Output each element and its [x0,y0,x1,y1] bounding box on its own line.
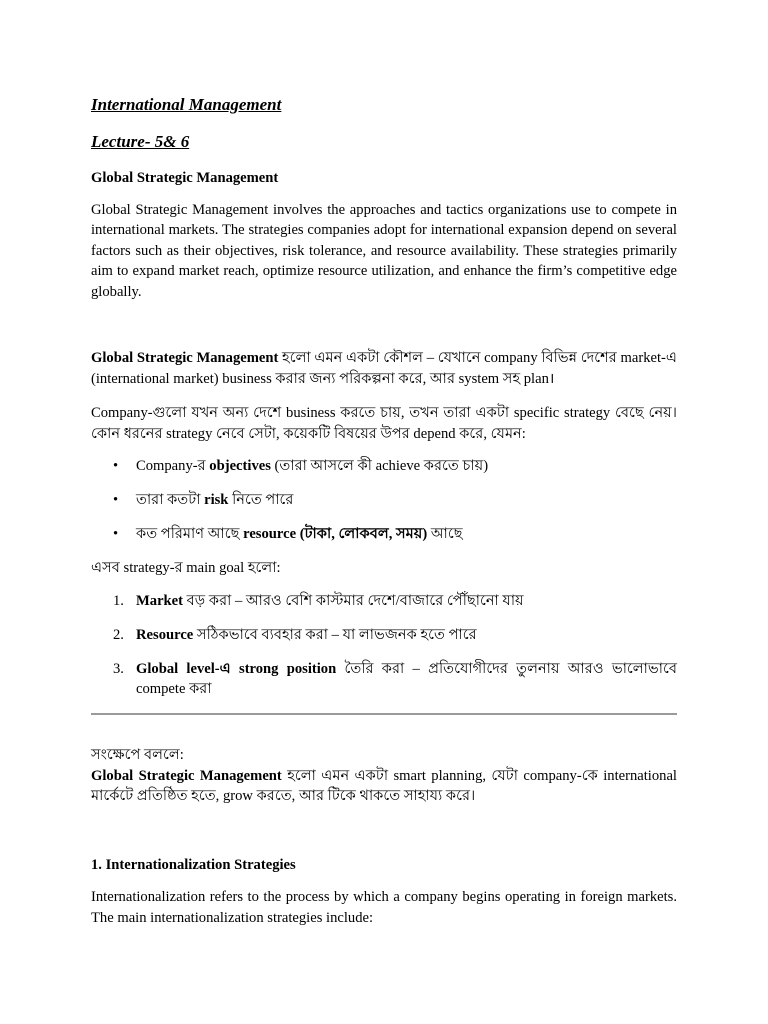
bold-term: Global Strategic Management [91,767,282,784]
list-item [91,591,677,612]
factor-list [91,456,677,545]
list-item [91,625,677,646]
item-number: 2. [113,626,124,643]
paragraph-text: হলো এমন একটা কৌশল – যেখানে company বিভিন্ন দেশের market-এ (international market) business করার জন্য পরিকল্পনা করে, আর system সহ plan। [91,350,677,387]
item-text: তৈরি করা – প্রতিযোগীদের তুলনায় আরও ভালোভাবে compete করা [136,660,677,697]
paragraph-text: হলো এমন একটা smart planning, যেটা company-কে international মার্কেটে প্রতিষ্ঠিত হতে, grow করতে, আর টিকে থাকতে সাহায্য করে। [91,767,677,804]
goal-intro: এসব strategy-র main goal হলো: [91,560,281,576]
item-text: সঠিকভাবে ব্যবহার করা – যা লাভজনক হতে পারে [193,626,477,643]
item-text: কত পরিমাণ আছে [136,526,244,542]
list-item [91,490,677,511]
lecture-title: Lecture- 5& 6 [91,132,190,151]
section-heading: Global Strategic Management [91,170,279,186]
item-text: নিতে পারে [228,492,294,508]
summary-label: সংক্ষেপে বললে: [91,747,184,763]
document-title: International Management [91,95,282,114]
item-text: (তারা আসলে কী achieve করতে চায়) [270,458,489,474]
item-bold: Market [136,592,184,609]
item-text: তারা কতটা [136,492,205,508]
subsection-heading: 1. Internationalization Strategies [91,856,296,873]
summary-paragraph [91,766,677,807]
item-number: 1. [113,592,124,609]
bold-term: Global Strategic Management [91,350,279,366]
item-bold: objectives [209,458,271,474]
item-bold: Resource [136,626,194,643]
bengali-paragraph-1 [91,348,677,389]
bengali-paragraph-2: Company-গুলো যখন অন্য দেশে business করতে চায়, তখন তারা একটা specific strategy বেছে নেয়। কোন ধরনের strategy নেবে সেটা, কয়েকটি বিষয়ের উপর depend করে, যেমন: [91,405,677,442]
goal-list [91,591,677,700]
list-item [91,524,677,545]
item-text: Company-র [136,458,210,474]
item-bold: resource (টাকা, লোকবল, সময়) [243,526,428,542]
horizontal-rule [91,713,677,715]
item-text: বড় করা – আরও বেশি কাস্টমার দেশে/বাজারে পৌঁছানো যায় [183,592,524,609]
item-bold: risk [204,492,229,508]
list-item [91,456,677,477]
list-item [91,659,677,700]
subsection-paragraph: Internationalization refers to the process by which a company begins operating in foreign markets. The main internationalization strategies include: [91,889,677,926]
item-bold: Global level-এ strong position [136,660,337,677]
item-number: 3. [113,660,124,677]
item-text: আছে [427,526,463,542]
intro-paragraph: Global Strategic Management involves the approaches and tactics organizations use to compete in international markets. The strategies companies adopt for international expansion depend on several factors such as their objectives, risk tolerance, and resource availability. These strategies primarily aim to expand market reach, optimize resource utilization, and enhance the firm’s competitive edge globally. [91,201,677,300]
document-page [91,88,677,928]
